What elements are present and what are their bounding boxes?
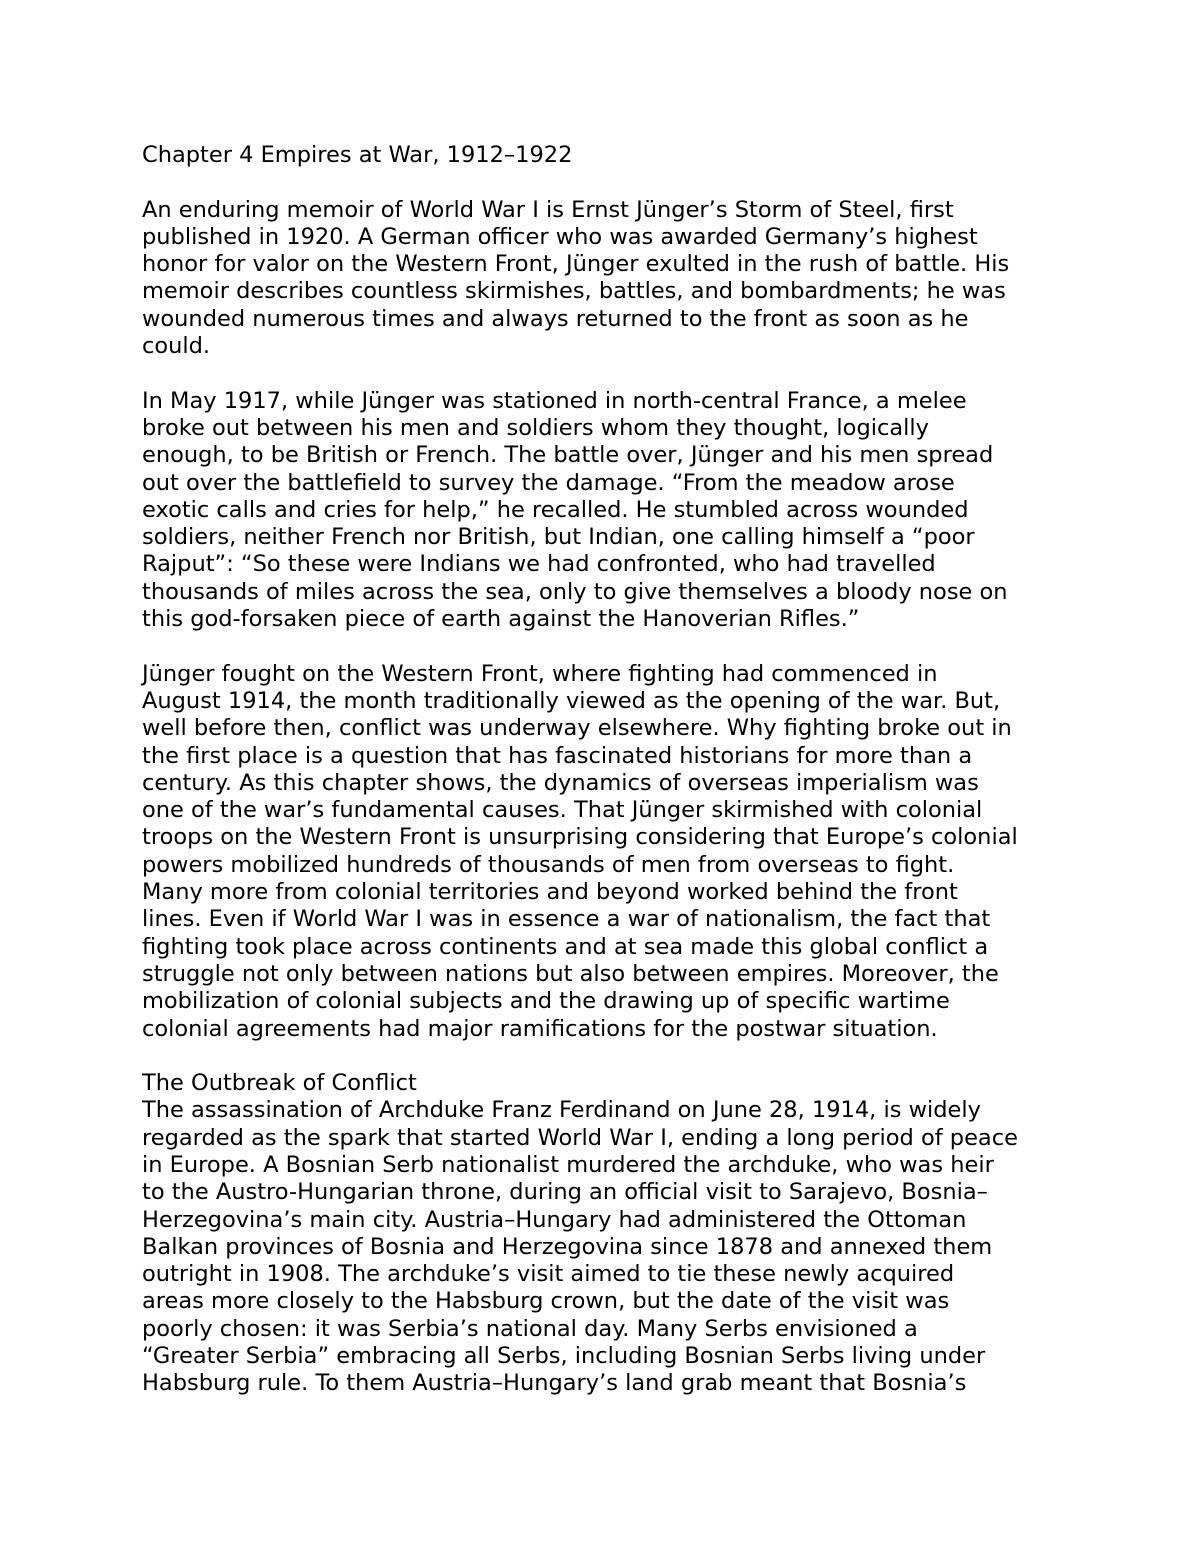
paragraph-line: areas more closely to the Habsburg crown, but the date of the visit was — [142, 1288, 950, 1315]
paragraph-3 — [142, 661, 1062, 1043]
paragraph-line: regarded as the spark that started World War I, ending a long period of peace — [142, 1124, 1018, 1151]
paragraph-line: “Greater Serbia” embracing all Serbs, including Bosnian Serbs living under — [142, 1343, 986, 1370]
paragraph-line: colonial agreements had major ramifications for the postwar situation. — [142, 1015, 938, 1042]
paragraph-line: century. As this chapter shows, the dynamics of overseas imperialism was — [142, 769, 979, 796]
paragraph-line: fighting took place across continents and at sea made this global conflict a — [142, 933, 989, 960]
paragraph-spacer — [142, 360, 1062, 387]
paragraph-line: honor for valor on the Western Front, Jünger exulted in the rush of battle. His — [142, 251, 1010, 278]
paragraph-line: memoir describes countless skirmishes, battles, and bombardments; he was — [142, 278, 1006, 305]
paragraph-line: The assassination of Archduke Franz Ferdinand on June 28, 1914, is widely — [142, 1097, 981, 1124]
document-body — [142, 142, 1062, 1398]
chapter-title: Chapter 4 Empires at War, 1912–1922 — [142, 142, 573, 168]
paragraph-line: struggle not only between nations but also between empires. Moreover, the — [142, 960, 999, 987]
section-heading: The Outbreak of Conflict — [142, 1070, 417, 1097]
paragraph-line: exotic calls and cries for help,” he recalled. He stumbled across wounded — [142, 496, 969, 523]
paragraph-line: to the Austro-Hungarian throne, during an official visit to Sarajevo, Bosnia– — [142, 1179, 988, 1206]
paragraph-line: Rajput”: “So these were Indians we had confronted, who had travelled — [142, 551, 936, 578]
paragraph-line: lines. Even if World War I was in essence a war of nationalism, the fact that — [142, 906, 991, 933]
paragraph-line: August 1914, the month traditionally viewed as the opening of the war. But, — [142, 687, 1001, 714]
paragraph-2 — [142, 388, 1062, 634]
paragraph-spacer — [142, 633, 1062, 660]
paragraph-line: In May 1917, while Jünger was stationed in north-central France, a melee — [142, 387, 967, 414]
paragraph-line: this god-forsaken piece of earth against the Hanoverian Rifles.” — [142, 606, 860, 633]
paragraph-line: Jünger fought on the Western Front, where fighting had commenced in — [142, 660, 938, 687]
paragraph-line: enough, to be British or French. The battle over, Jünger and his men spread — [142, 442, 994, 469]
paragraph-line: mobilization of colonial subjects and the drawing up of specific wartime — [142, 988, 950, 1015]
paragraph-line: soldiers, neither French nor British, but Indian, one calling himself a “poor — [142, 524, 975, 551]
paragraph-line: Many more from colonial territories and beyond worked behind the front — [142, 879, 958, 906]
paragraph-line: out over the battlefield to survey the damage. “From the meadow arose — [142, 469, 955, 496]
paragraph-line: well before then, conflict was underway elsewhere. Why fighting broke out in — [142, 715, 1012, 742]
paragraph-line: published in 1920. A German officer who was awarded Germany’s highest — [142, 223, 978, 250]
paragraph-line: Habsburg rule. To them Austria–Hungary’s land grab meant that Bosnia’s — [142, 1370, 967, 1397]
paragraph-line: An enduring memoir of World War I is Ernst Jünger’s Storm of Steel, first — [142, 196, 954, 223]
paragraph-4 — [142, 1097, 1062, 1397]
paragraph-line: powers mobilized hundreds of thousands of men from overseas to fight. — [142, 851, 955, 878]
paragraph-line: one of the war’s fundamental causes. That Jünger skirmished with colonial — [142, 797, 983, 824]
paragraph-line: outright in 1908. The archduke’s visit aimed to tie these newly acquired — [142, 1261, 955, 1288]
paragraph-line: Herzegovina’s main city. Austria–Hungary had administered the Ottoman — [142, 1206, 967, 1233]
paragraph-line: the first place is a question that has fascinated historians for more than a — [142, 742, 973, 769]
paragraph-line: thousands of miles across the sea, only to give themselves a bloody nose on — [142, 578, 1008, 605]
paragraph-line: Balkan provinces of Bosnia and Herzegovina since 1878 and annexed them — [142, 1233, 993, 1260]
paragraph-1 — [142, 197, 1062, 361]
paragraph-line: wounded numerous times and always returned to the front as soon as he — [142, 305, 969, 332]
paragraph-line: troops on the Western Front is unsurprising considering that Europe’s colonial — [142, 824, 1018, 851]
paragraph-line: could. — [142, 333, 211, 360]
paragraph-line: broke out between his men and soldiers whom they thought, logically — [142, 414, 929, 441]
paragraph-line: in Europe. A Bosnian Serb nationalist murdered the archduke, who was heir — [142, 1151, 994, 1178]
paragraph-line: poorly chosen: it was Serbia’s national day. Many Serbs envisioned a — [142, 1315, 918, 1342]
paragraph-spacer — [142, 1043, 1062, 1070]
paragraph-spacer — [142, 169, 1062, 196]
